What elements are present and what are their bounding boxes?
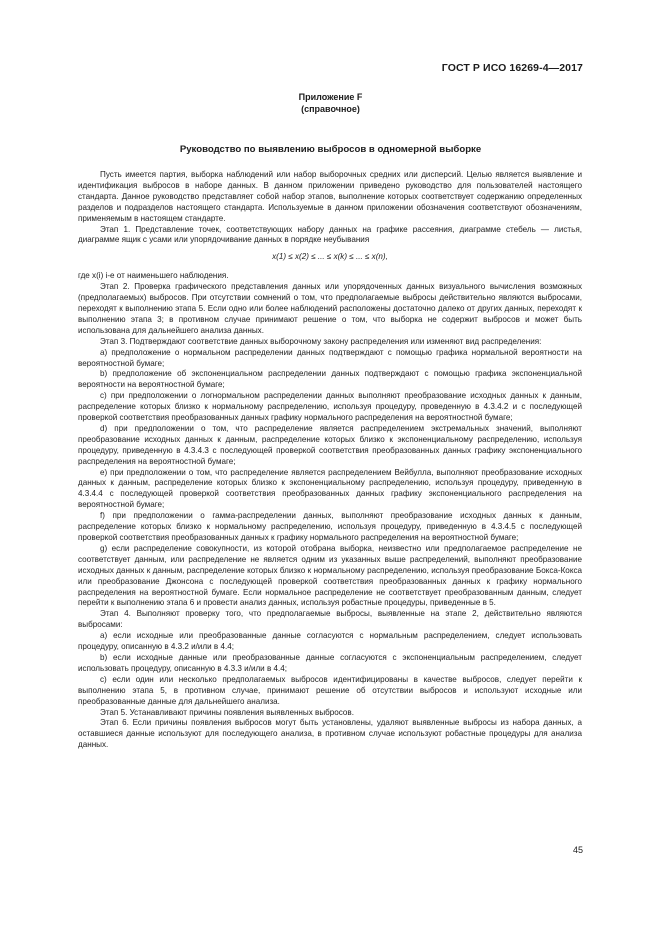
appendix-heading xyxy=(0,91,661,115)
paragraph-step-3: Этап 3. Подтверждают соответствие данных выборочному закону распределения или изменяют вид распределения: xyxy=(100,336,542,346)
paragraph-step-2: Этап 2. Проверка графического представления данных или упорядоченных данных визуального вычисления возможных (предполагаемых) выбросов. При отсутствии сомнений о том, что предполагаемые выбросы действительно являются выбросами, переходят к выполнению этапа 5. Если одно или более наблюдений расположены достаточно далеко от других данных, переходят к выполнению этапа 3; в противном случае принимают решение о том, что выборка не содержит выбросов и может быть использована для дальнейшего анализа данных. xyxy=(78,282,582,335)
list-item-4a: a) если исходные или преобразованные данные согласуются с нормальным распределением, следует использовать процедуру, описанную в 4.3.2 и/или в 4.4; xyxy=(78,631,582,652)
order-statistics-formula: x(1) ≤ x(2) ≤ ... ≤ x(k) ≤ ... ≤ x(n), xyxy=(272,252,388,262)
page-title: Руководство по выявлению выбросов в одномерной выборке xyxy=(179,144,482,155)
appendix-note: (справочное) xyxy=(301,104,360,114)
paragraph-step-6: Этап 6. Если причины появления выбросов могут быть установлены, удаляют выявленные выбросы из набора данных, а оставшиеся данные используют для последующего анализа, в противном случае используют робастные процедуры для анализа данных. xyxy=(78,718,582,750)
page-number: 45 xyxy=(572,845,583,855)
list-item-3g: g) если распределение совокупности, из которой отобрана выборка, неизвестно или предполагаемое распределение не соответствует данным, или распределение не является одним из указанных выше распределений, выполняют преобразование исходных данных к данным, распределение которых близко к нормальному распределению, используя преобразование Бокса-Кокса или преобразование Джонсона с последующей проверкой соответствия преобразованных данных к графику нормального распределения на вероятностной бумаге. Если нормальное распределение не соответствует преобразованным данным, следует перейти к выполнению этапа 6 и провести анализ данных, используя робастные процедуры, приведенные в 5. xyxy=(78,543,582,608)
list-item-3d: d) при предположении о том, что распределение является распределением экстремальных значений, выполняют преобразование исходных данных к данным, распределение которых близко к экспоненциальному распределению, используя процедуру, приведенную в 4.3.4.3 с последующей проверкой соответствия преобразованных данных графику экспоненциального распределения на вероятностной бумаге; xyxy=(78,423,582,466)
standard-number: ГОСТ Р ИСО 16269-4—2017 xyxy=(441,62,583,74)
appendix-label: Приложение F xyxy=(298,92,363,102)
paragraph-step-1: Этап 1. Представление точек, соответствующих набору данных на графике рассеяния, диаграмме стебель — листья, диаграмме ящик с усами или упорядочивание данных в порядке неубывания xyxy=(78,224,582,245)
list-item-3b: b) предположение об экспоненциальном распределении данных подтверждают с помощью графика экспоненциальной вероятности на вероятностной бумаге; xyxy=(78,369,582,390)
paragraph-intro: Пусть имеется партия, выборка наблюдений или набор выборочных средних или дисперсий. Целью является выявление и идентификация выбросов в наборе данных. В данном приложении приведено руководство для пользователей настоящего стандарта. Данное руководство представляет собой набор этапов, выполнение которых соответствует содержанию определенных разделов и подразделов настоящего стандарта. Используемые в данном приложении обозначения соответствуют обозначениям, применяемым в настоящем стандарте. xyxy=(78,170,582,223)
paragraph-step-5: Этап 5. Устанавливают причины появления выявленных выбросов. xyxy=(100,707,354,717)
list-item-4b: b) если исходные данные или преобразованные данные согласуются с экспоненциальным распределением, следует использовать процедуру, описанную в 4.3.3 и/или в 4.4; xyxy=(78,652,582,673)
list-item-3a: a) предположение о нормальном распределении данных подтверждают с помощью графика нормальной вероятности на вероятностной бумаге; xyxy=(78,347,582,368)
paragraph-step-4: Этап 4. Выполняют проверку того, что предполагаемые выбросы, выявленные на этапе 2, действительно являются выбросами: xyxy=(78,609,582,630)
list-item-3f: f) при предположении о гамма-распределении данных, выполняют преобразование исходных данных к данным, распределение которых близко к нормальному распределению, используя процедуру, приведенную в 4.3.4.5 с последующей проверкой соответствия преобразованных данных к графику нормального распределения на вероятностной бумаге; xyxy=(78,511,582,542)
document-body xyxy=(78,170,582,751)
list-item-4c: c) если один или несколько предполагаемых выбросов идентифицированы в качестве выбросов, следует перейти к выполнению этапа 5, в противном случае, принимают решение об отсутствии выбросов и используют исходные или преобразованные данные для дальнейшего анализа. xyxy=(78,674,582,706)
list-item-3c: c) при предположении о логнормальном распределении данных выполняют преобразование исходных данных к данным, распределение которых близко к нормальному распределению, используя процедуру, проведенную в 4.3.4.2 и с последующей проверкой соответствия преобразованных данных графику нормального распределения на вероятностной бумаге; xyxy=(78,391,582,423)
list-item-3e: e) при предположении о том, что распределение является распределением Вейбулла, выполняют преобразование исходных данных к данным, распределение которых близко к экспоненциальному распределению, используя процедуру, приведенную в 4.3.4.4 с последующей проверкой соответствия преобразованных данных графику экспоненциального распределения на вероятностной бумаге; xyxy=(78,467,582,510)
formula-explanation: где x(i) i-е от наименьшего наблюдения. xyxy=(78,271,229,281)
